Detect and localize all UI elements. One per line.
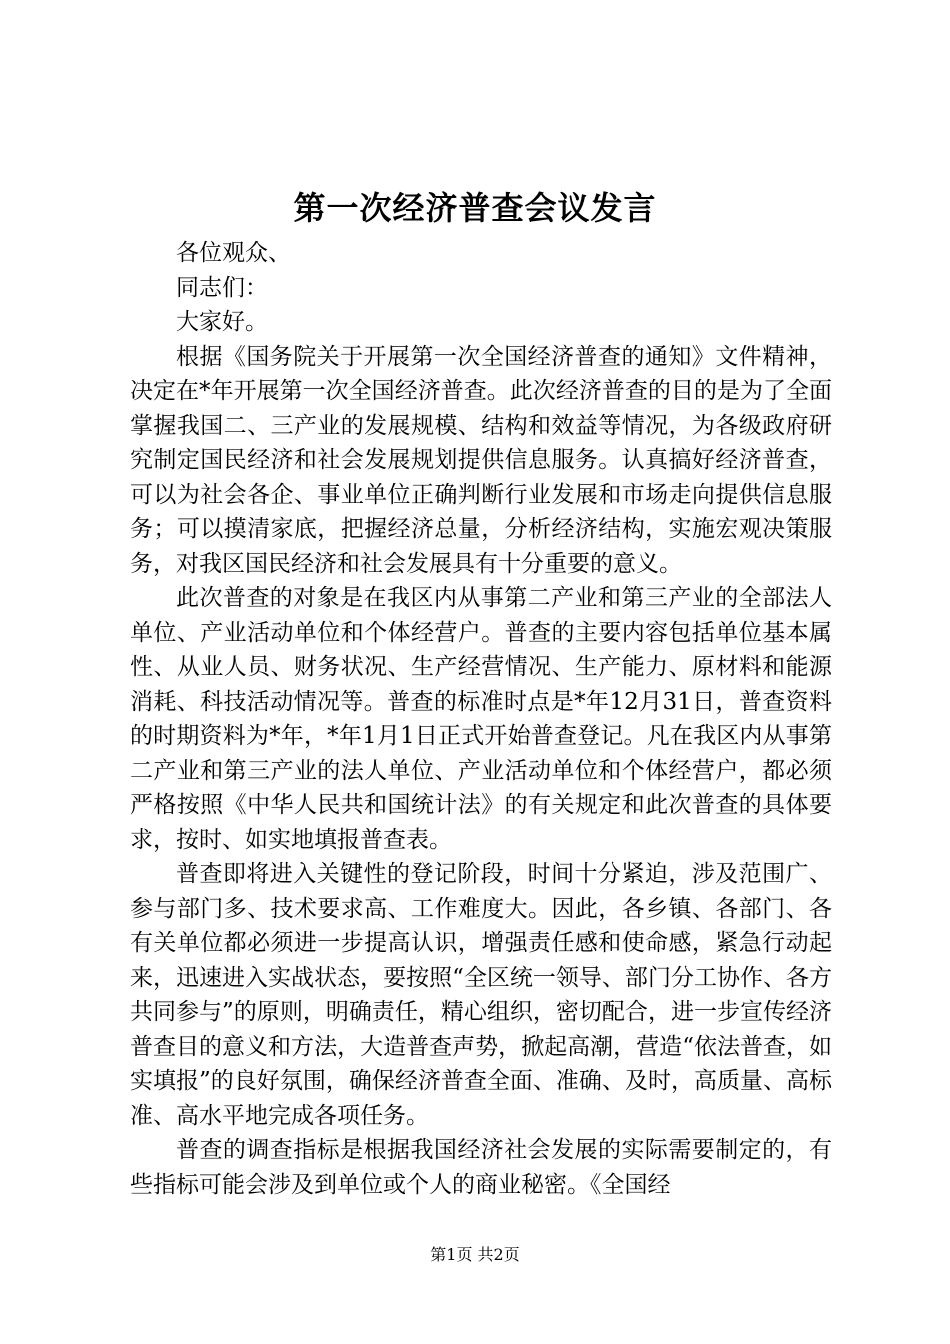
greeting-line: 大家好。 — [176, 309, 268, 335]
body-paragraph: 普查的调查指标是根据我国经济社会发展的实际需要制定的，有些指标可能会涉及到单位或个人的商业秘密。《全国经 — [130, 1137, 832, 1198]
greeting-line: 同志们： — [176, 274, 268, 301]
body-paragraph: 此次普查的对象是在我区内从事第二产业和第三产业的全部法人单位、产业活动单位和个体经营户。普查的主要内容包括单位基本属性、从业人员、财务状况、生产经营情况、生产能力、原材料和能源消耗、科技活动情况等。普查的标准时点是*年12月31日，普查资料的时期资料为*年，*年1月1日正式开始普查登记。凡在我区内从事第二产业和第三产业的法人单位、产业活动单位和个体经营户，都必须严格按照《中华人民共和国统计法》的有关规定和此次普查的具体要求，按时、如实地填报普查表。 — [130, 585, 832, 853]
document-title: 第一次经济普查会议发言 — [293, 189, 657, 227]
document-body — [130, 236, 832, 1202]
body-paragraph: 根据《国务院关于开展第一次全国经济普查的通知》文件精神，决定在*年开展第一次全国经济普查。此次经济普查的目的是为了全面掌握我国二、三产业的发展规模、结构和效益等情况，为各级政府研究制定国民经济和社会发展规划提供信息服务。认真搞好经济普查，可以为社会各企、事业单位正确判断行业发展和市场走向提供信息服务；可以摸清家底，把握经济总量，分析经济结构，实施宏观决策服务，对我区国民经济和社会发展具有十分重要的意义。 — [130, 343, 832, 577]
page-number-footer: 第1页 共2页 — [430, 1245, 520, 1264]
greeting-line: 各位观众、 — [176, 240, 291, 266]
body-paragraph: 普查即将进入关键性的登记阶段，时间十分紧迫，涉及范围广、参与部门多、技术要求高、工作难度大。因此，各乡镇、各部门、各有关单位都必须进一步提高认识，增强责任感和使命感，紧急行动起来，迅速进入实战状态，要按照“全区统一领导、部门分工协作、各方共同参与”的原则，明确责任，精心组织，密切配合，进一步宣传经济普查目的意义和方法，大造普查声势，掀起高潮，营造“依法普查，如实填报”的良好氛围，确保经济普查全面、准确、及时，高质量、高标准、高水平地完成各项任务。 — [130, 861, 832, 1129]
